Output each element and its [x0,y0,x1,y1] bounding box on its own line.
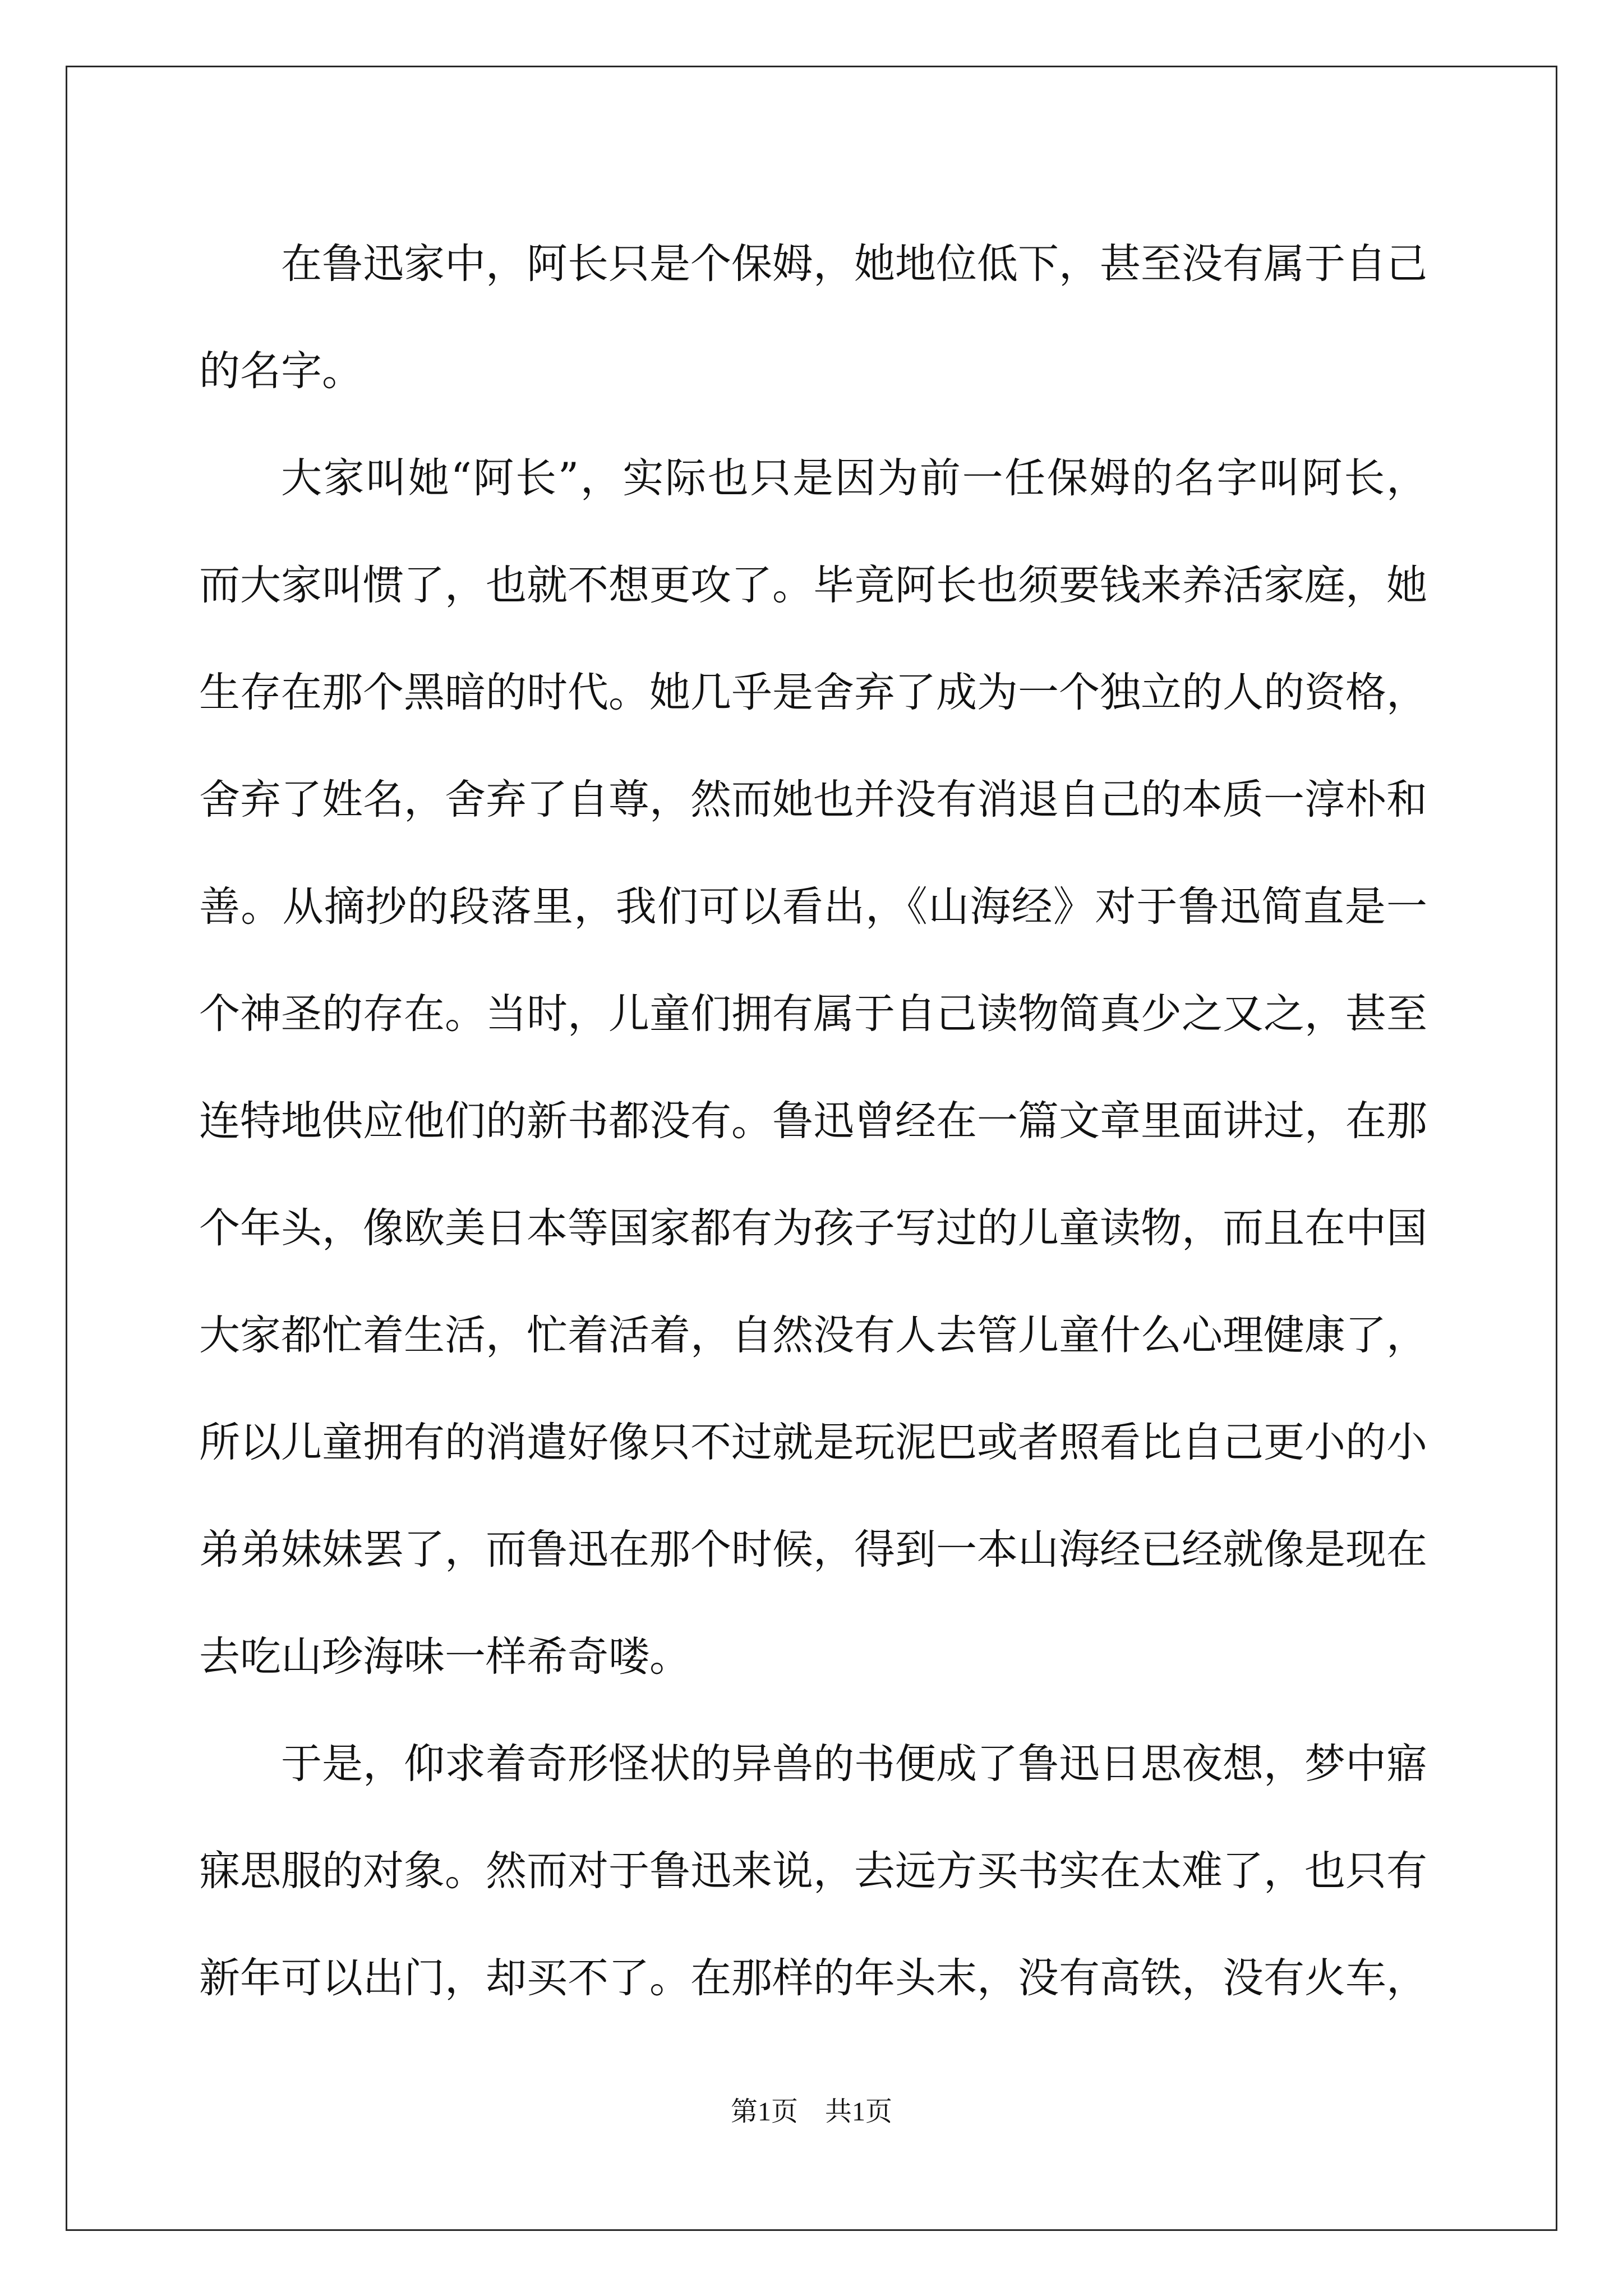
document-body [199,210,1427,2032]
page-footer [0,2095,1623,2129]
paragraph-1: 在鲁迅家中，阿长只是个保姆，她地位低下，甚至没有属于自己的名字。 [199,240,1427,395]
paragraph-2: 大家叫她“阿长”，实际也只是因为前一任保姆的名字叫阿长，而大家叫惯了，也就不想更攻了。毕竟阿长也须要钱来养活家庭，她生存在那个黑暗的时代。她几乎是舍弃了成为一个独立的人的资格，舍弃了姓名，舍弃了自尊，然而她也并没有消退自己的本质一淳朴和善。从摘抄的段落里，我们可以看出，《山海经》对于鲁迅简直是一个神圣的存在。当时，儿童们拥有属于自己读物简真少之又之，甚至连特地供应他们的新书都没有。鲁迅曾经在一篇文章里面讲过，在那个年头，像欧美日本等国家都有为孩子写过的儿童读物，而且在中国大家都忙着生活，忙着活着，自然没有人去管儿童什么心理健康了，所以儿童拥有的消遣好像只不过就是玩泥巴或者照看比自己更小的小弟弟妹妹罢了，而鲁迅在那个时候，得到一本山海经已经就像是现在去吃山珍海味一样希奇喽。 [199,454,1427,1681]
page-total: 共1页 [825,2097,893,2127]
page-number: 第1页 [730,2097,798,2127]
paragraph-3: 于是，仰求着奇形怪状的异兽的书便成了鲁迅日思夜想，梦中寤寐思服的对象。然而对于鲁迅来说，去远方买书实在太难了，也只有新年可以出门，却买不了。在那样的年头末，没有高铁，没有火车， [199,1740,1427,2002]
